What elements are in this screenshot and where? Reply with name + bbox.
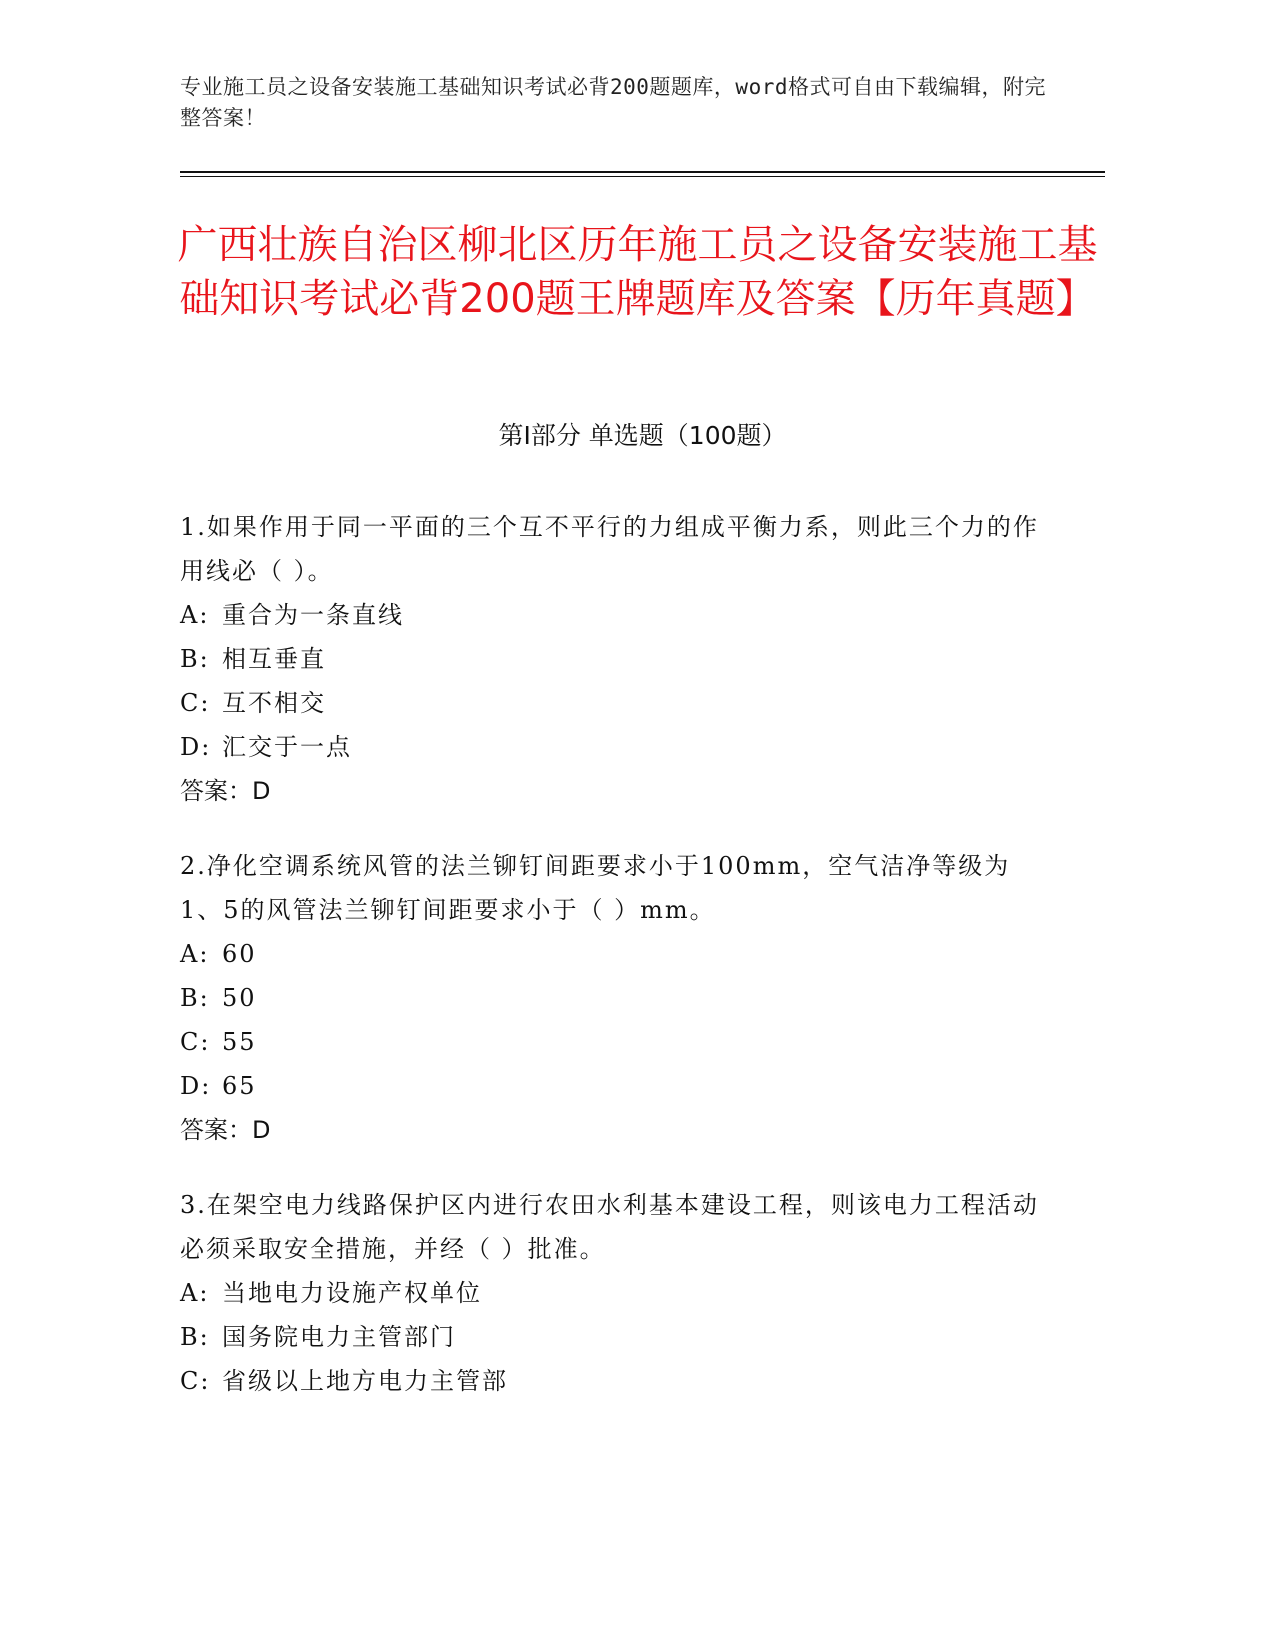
question-2 xyxy=(180,844,1050,1152)
option-d xyxy=(180,725,1050,769)
option-text: 65 xyxy=(222,1072,257,1100)
option-c xyxy=(180,1020,1050,1064)
question-3 xyxy=(180,1183,1050,1403)
answer-line: 答案：D xyxy=(180,1116,271,1144)
option-text: 重合为一条直线 xyxy=(222,601,404,629)
option-text: 50 xyxy=(222,984,257,1012)
option-key: B: xyxy=(180,984,210,1012)
header-note: 专业施工员之设备安装施工基础知识考试必背200题题库，word格式可自由下载编辑，附完整答案！ xyxy=(180,75,1046,130)
option-text: 汇交于一点 xyxy=(222,733,352,761)
option-a xyxy=(180,1271,1050,1315)
option-a xyxy=(180,593,1050,637)
question-stem: 3.在架空电力线路保护区内进行农田水利基本建设工程，则该电力工程活动必须采取安全措施，并经（ ）批准。 xyxy=(180,1191,1039,1263)
option-text: 60 xyxy=(222,940,257,968)
option-text: 当地电力设施产权单位 xyxy=(222,1279,482,1307)
option-text: 国务院电力主管部门 xyxy=(222,1323,456,1351)
header-divider-thin xyxy=(180,176,1105,177)
option-key: D: xyxy=(180,733,212,761)
answer-line: 答案：D xyxy=(180,777,271,805)
option-c xyxy=(180,681,1050,725)
option-d xyxy=(180,1064,1050,1108)
option-key: B: xyxy=(180,645,210,673)
option-text: 互不相交 xyxy=(222,689,326,717)
header-divider-thick xyxy=(180,171,1105,173)
option-c xyxy=(180,1359,1050,1403)
option-key: C: xyxy=(180,689,211,717)
question-stem: 1.如果作用于同一平面的三个互不平行的力组成平衡力系，则此三个力的作用线必（ ）。 xyxy=(180,513,1039,585)
option-text: 55 xyxy=(222,1028,257,1056)
document-title: 广西壮族自治区柳北区历年施工员之设备安装施工基础知识考试必背200题王牌题库及答案【历年真题】 xyxy=(177,222,1098,322)
option-key: C: xyxy=(180,1028,211,1056)
question-1 xyxy=(180,505,1050,813)
option-key: A: xyxy=(180,601,210,629)
question-stem: 2.净化空调系统风管的法兰铆钉间距要求小于100mm，空气洁净等级为1、5的风管法兰铆钉间距要求小于（ ）mm。 xyxy=(180,852,1011,924)
question-list xyxy=(180,505,1050,1434)
option-b xyxy=(180,976,1050,1020)
option-key: A: xyxy=(180,940,210,968)
option-text: 省级以上地方电力主管部 xyxy=(222,1367,508,1395)
option-b xyxy=(180,1315,1050,1359)
option-a xyxy=(180,932,1050,976)
option-text: 相互垂直 xyxy=(222,645,326,673)
option-b xyxy=(180,637,1050,681)
option-key: D: xyxy=(180,1072,212,1100)
option-key: A: xyxy=(180,1279,210,1307)
section-title: 第I部分 单选题（100题） xyxy=(498,421,787,450)
option-key: B: xyxy=(180,1323,210,1351)
option-key: C: xyxy=(180,1367,211,1395)
